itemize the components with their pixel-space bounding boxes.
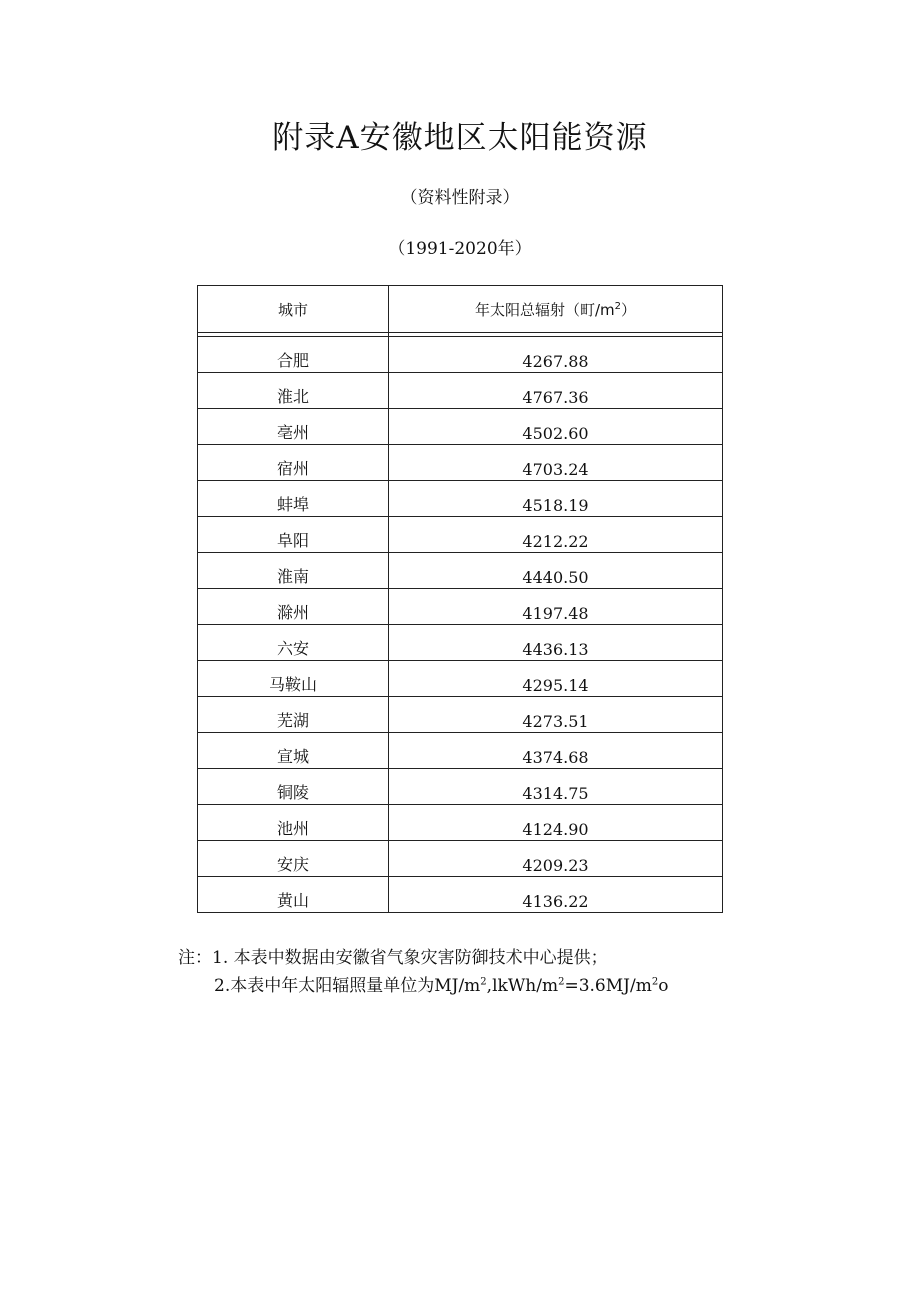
table-row: [198, 733, 723, 769]
note-line-2-c: =3.6MJ/m: [564, 976, 652, 996]
page-title: 附录A安徽地区太阳能资源: [272, 120, 648, 156]
radiation-value-cell: 4374.68: [389, 733, 723, 769]
radiation-value-cell: 4267.88: [389, 337, 723, 373]
city-cell: 滁州: [198, 589, 389, 625]
radiation-value-cell: 4440.50: [389, 553, 723, 589]
city-cell: 马鞍山: [198, 661, 389, 697]
table-row: [198, 769, 723, 805]
table-row: [198, 625, 723, 661]
notes: [178, 944, 668, 1000]
table-row: [198, 481, 723, 517]
header-value-prefix: 年太阳总辐射（町/m: [474, 300, 615, 319]
table-row: [198, 877, 723, 913]
table-row: [198, 841, 723, 877]
table-row: [198, 409, 723, 445]
table-row: [198, 553, 723, 589]
table-body: [198, 337, 723, 913]
note-line-2-a: 2.本表中年太阳辐照量单位为MJ/m: [214, 976, 481, 996]
note-line-1: 注：1. 本表中数据由安徽省气象灾害防御技术中心提供；: [178, 948, 608, 968]
radiation-value-cell: 4197.48: [389, 589, 723, 625]
city-cell: 池州: [198, 805, 389, 841]
table-row: [198, 517, 723, 553]
city-cell: 亳州: [198, 409, 389, 445]
radiation-value-cell: 4136.22: [389, 877, 723, 913]
radiation-value-cell: 4502.60: [389, 409, 723, 445]
table-row: [198, 445, 723, 481]
radiation-value-cell: 4767.36: [389, 373, 723, 409]
city-cell: 铜陵: [198, 769, 389, 805]
year-range: （1991-2020年）: [388, 239, 532, 259]
note-line-2: [178, 972, 668, 1000]
radiation-value-cell: 4124.90: [389, 805, 723, 841]
city-cell: 宣城: [198, 733, 389, 769]
note-sup-1: 2: [480, 976, 487, 988]
radiation-value-cell: 4436.13: [389, 625, 723, 661]
header-value-suffix: ）: [621, 300, 637, 319]
city-cell: 阜阳: [198, 517, 389, 553]
radiation-value-cell: 4314.75: [389, 769, 723, 805]
header-value-sup: 2: [614, 300, 622, 312]
note-sup-3: 2: [651, 976, 659, 988]
table-header-row: [198, 286, 723, 333]
table-row: [198, 697, 723, 733]
radiation-value-cell: 4273.51: [389, 697, 723, 733]
city-cell: 宿州: [198, 445, 389, 481]
city-cell: 芜湖: [198, 697, 389, 733]
solar-radiation-table: [197, 285, 723, 913]
table-row: [198, 589, 723, 625]
city-cell: 安庆: [198, 841, 389, 877]
radiation-value-cell: 4703.24: [389, 445, 723, 481]
header-value: [389, 286, 723, 333]
table-row: [198, 337, 723, 373]
radiation-value-cell: 4209.23: [389, 841, 723, 877]
city-cell: 蚌埠: [198, 481, 389, 517]
city-cell: 淮南: [198, 553, 389, 589]
note-line-2-b: ,lkWh/m: [486, 976, 559, 996]
table-row: [198, 805, 723, 841]
city-cell: 合肥: [198, 337, 389, 373]
table-row: [198, 661, 723, 697]
city-cell: 黄山: [198, 877, 389, 913]
page-subtitle: （资料性附录）: [400, 188, 520, 208]
radiation-value-cell: 4295.14: [389, 661, 723, 697]
note-sup-2: 2: [558, 976, 565, 988]
radiation-value-cell: 4518.19: [389, 481, 723, 517]
note-line-2-d: o: [658, 976, 669, 996]
table-row: [198, 373, 723, 409]
header-city: 城市: [198, 286, 389, 333]
radiation-value-cell: 4212.22: [389, 517, 723, 553]
city-cell: 六安: [198, 625, 389, 661]
city-cell: 淮北: [198, 373, 389, 409]
